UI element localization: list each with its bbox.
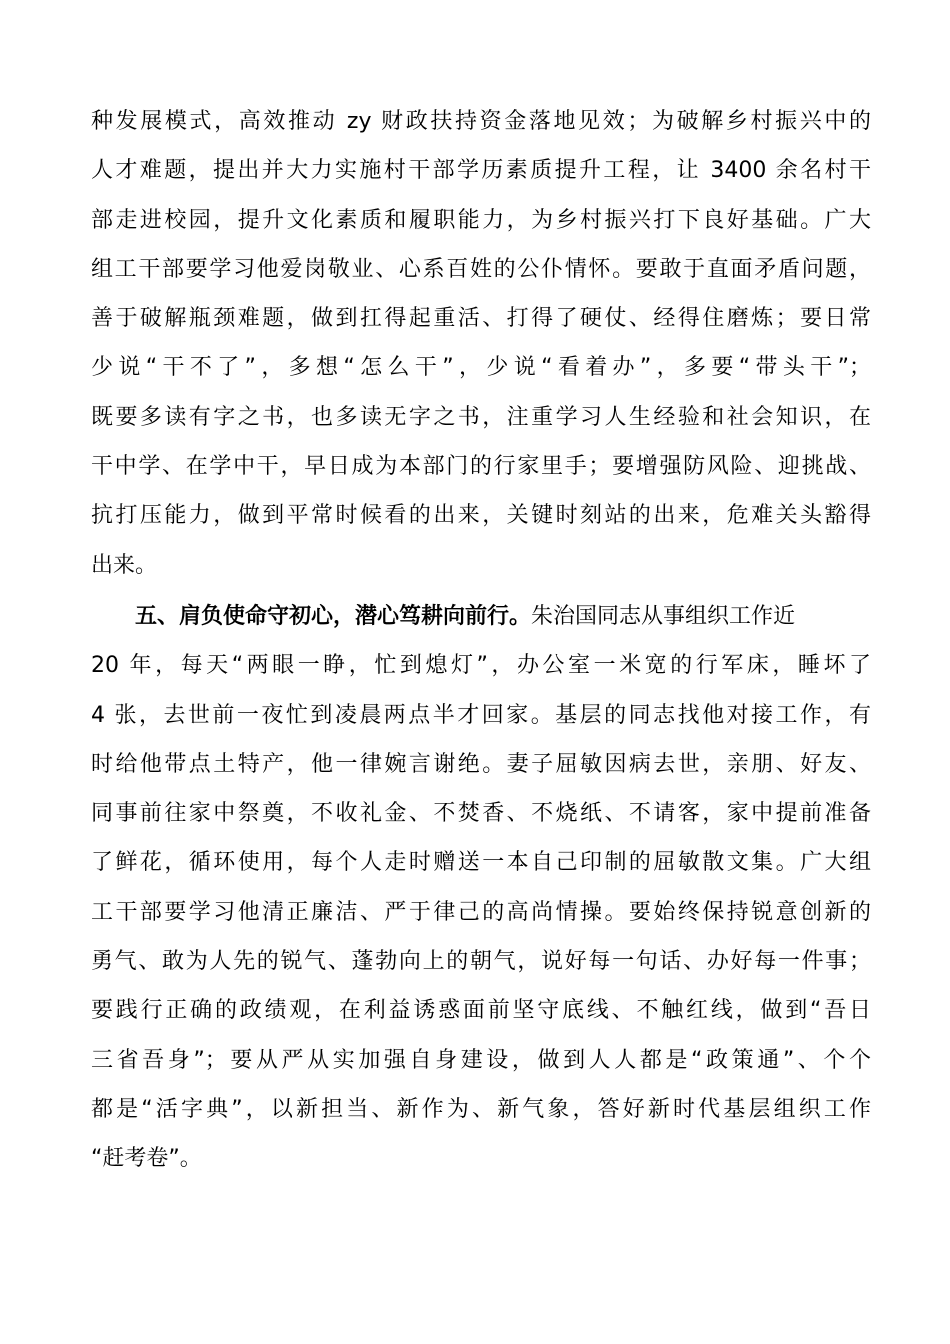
text-line: 勇气、敢为人先的锐气、蓬勃向上的朝气，说好每一句话、办好每一件事； (91, 949, 871, 975)
text-line: 种发展模式，高效推动 zy 财政扶持资金落地见效；为破解乡村振兴中的 (91, 109, 871, 134)
text-line: “赶考卷”。 (91, 1146, 202, 1172)
text-line: 要践行正确的政绩观，在利益诱惑面前坚守底线、不触红线，做到“吾日 (91, 998, 871, 1024)
paragraph-section-five (91, 592, 871, 1184)
paragraph-continued (91, 97, 871, 590)
text-line: 20 年，每天“两眼一睁，忙到熄灯”，办公室一米宽的行军床，睡坏了 (91, 653, 871, 679)
text-line: 三省吾身”；要从严从实加强自身建设，做到人人都是“政策通”、个个 (91, 1047, 871, 1073)
text-line: 都是“活字典”，以新担当、新作为、新气象，答好新时代基层组织工作 (91, 1096, 871, 1122)
text-line: 同事前往家中祭奠，不收礼金、不焚香、不烧纸、不请客，家中提前准备 (91, 801, 871, 827)
text-line: 时给他带点土特产，他一律婉言谢绝。妻子屈敏因病去世，亲朋、好友、 (91, 751, 871, 777)
text-line: 工干部要学习他清正廉洁、严于律己的高尚情操。要始终保持锐意创新的 (91, 899, 871, 925)
text-line: 少说“干不了”，多想“怎么干”，少说“看着办”，多要“带头干”； (91, 355, 871, 381)
text-run: 朱治国同志从事组织工作近 (531, 604, 796, 629)
text-line: 既要多读有字之书，也多读无字之书，注重学习人生经验和社会知识，在 (91, 404, 871, 430)
section-heading: 五、肩负使命守初心，潜心笃耕向前行。 (135, 604, 532, 629)
text-line: 干中学、在学中干，早日成为本部门的行家里手；要增强防风险、迎挑战、 (91, 454, 871, 480)
text-line: 出来。 (91, 552, 158, 578)
text-line: 4 张，去世前一夜忙到凌晨两点半才回家。基层的同志找他对接工作，有 (91, 702, 871, 728)
text-line: 部走进校园，提升文化素质和履职能力，为乡村振兴打下良好基础。广大 (91, 207, 871, 233)
text-line: 了鲜花，循环使用，每个人走时赠送一本自己印制的屈敏散文集。广大组 (91, 850, 871, 876)
text-line: 抗打压能力，做到平常时候看的出来，关键时刻站的出来，危难关头豁得 (91, 503, 871, 529)
text-line: 人才难题，提出并大力实施村干部学历素质提升工程，让 3400 余名村干 (91, 158, 871, 184)
text-line: 组工干部要学习他爱岗敬业、心系百姓的公仆情怀。要敢于直面矛盾问题， (91, 256, 871, 282)
text-line: 善于破解瓶颈难题，做到扛得起重活、打得了硬仗、经得住磨炼；要日常 (91, 306, 871, 332)
section-heading-line (91, 592, 871, 641)
